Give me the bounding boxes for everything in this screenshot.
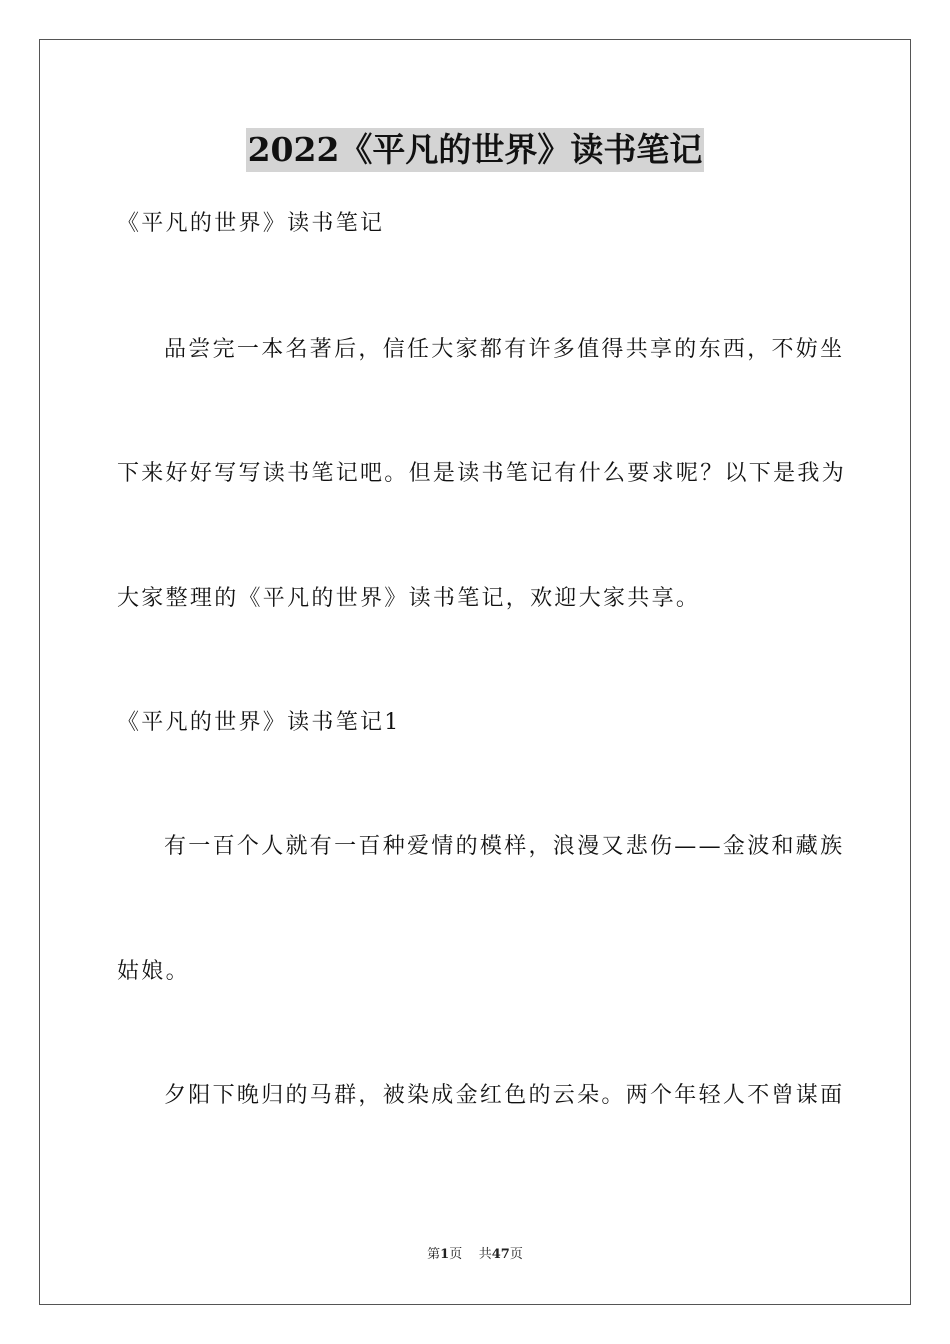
footer-page-number: 1: [440, 1247, 450, 1262]
footer-total-suffix: 页: [509, 1247, 523, 1262]
page-footer: [0, 1246, 950, 1264]
document-title: 2022《平凡的世界》读书笔记: [246, 128, 705, 172]
paragraph-line: 姑娘。: [117, 959, 190, 984]
subtitle-line: 《平凡的世界》读书笔记: [117, 211, 385, 236]
footer-page-prefix: 第: [427, 1247, 441, 1262]
paragraph-line: 夕阳下晚归的马群，被染成金红色的云朵。两个年轻人不曾谋面: [164, 1083, 845, 1108]
paragraph-line: 大家整理的《平凡的世界》读书笔记，欢迎大家共享。: [117, 586, 701, 611]
paragraph-line: 下来好好写写读书笔记吧。但是读书笔记有什么要求呢？以下是我为: [117, 461, 847, 486]
section-heading: 《平凡的世界》读书笔记1: [117, 710, 401, 735]
paragraph-line: 品尝完一本名著后，信任大家都有许多值得共享的东西，不妨坐: [164, 337, 845, 362]
paragraph-line: 有一百个人就有一百种爱情的模样，浪漫又悲伤——金波和藏族: [164, 834, 845, 859]
title-container: [0, 128, 950, 172]
footer-total-prefix: 共: [478, 1247, 492, 1262]
footer-total-pages: 47: [491, 1247, 510, 1262]
footer-page-suffix: 页: [449, 1247, 463, 1262]
